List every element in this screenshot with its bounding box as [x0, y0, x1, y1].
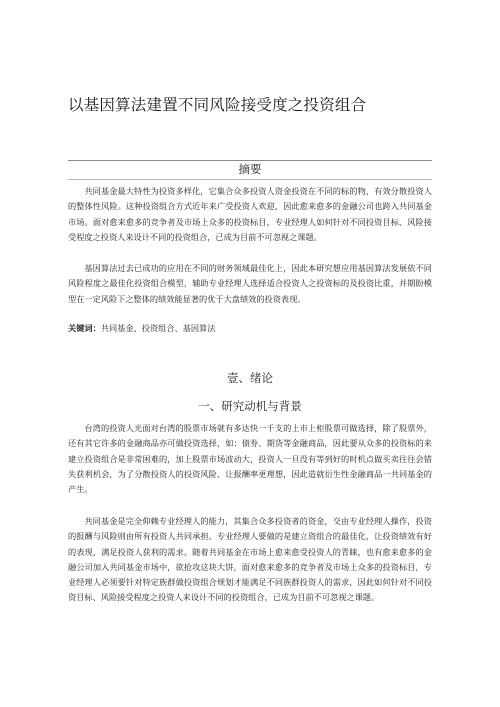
abstract-paragraph-2: 基因算法过去已成功的应用在不同的财务领域最佳化上，因此本研究想应用基因算法发展依不同风险程度之最佳化投资组合模型，辅助专业经理人选择适合投资人之投资标的及投资比重，并期盼模型在一定风险下之整体的绩效能显著的优于大盘绩效的投资表现。: [68, 263, 432, 304]
chapter-heading: 壹、绪论: [227, 371, 273, 385]
abstract-heading: 摘要: [238, 162, 262, 176]
keywords-line: [68, 321, 432, 336]
keywords-label: 关键词：: [68, 323, 101, 333]
keywords-text: 共同基金、投资组合、基因算法: [100, 323, 216, 333]
paper-title: 以基因算法建置不同风险接受度之投资组合: [68, 96, 367, 114]
section-heading: 一、研究动机与背景: [198, 399, 302, 413]
abstract-paragraph-1: 共同基金最大特性为投资多样化，它集合众多投资人资金投资在不同的标的物，有效分散投资人的整体性风险。这种投资组合方式近年来广受投资人欢迎，因此愈来愈多的金融公司也跨入共同基金市场。面对愈来愈多的竞争者及市场上众多的投资标目，专业经理人如何针对不同投资目标、风险接受程度之投资人来设计不同的投资组合，已成为目前不可忽视之课题。: [68, 186, 432, 242]
body-paragraph-2: 共同基金是完全仰赖专业经理人的能力，其集合众多投资者的资金，交由专业经理人操作，投资的报酬与风险则由所有投资人共同承担。专业经理人要做的是建立资组合的最佳化，让投资绩效有好的表现，满足投资人获利的需求。随着共同基金在市场上愈来愈受投资人的青睐，也有愈来愈多的金融公司加入共同基金市场中，欲抢攻这块大饼，面对愈来愈多的竞争者及市场上众多的投资标目，专业经理人必须要针对特定族群做投资组合规划才能满足不同族群投资人的需求，因此如何针对不同投资目标、风险接受程度之投资人来设计不同的投资组合，已成为目前不可忽视之课题。: [68, 516, 432, 603]
abstract-heading-rule: [68, 179, 432, 180]
body-paragraph-1: 台湾的投资人光面对台湾的股票市场就有多达快一千支的上市上柜股票可做选择，除了股票外，还有其它许多的金融商品亦可做投资选择，如：债券、期货等金融商品，因此要从众多的投资标的来建立投资组合是非常困难的，加上股票市场波动大，投资人一旦没有等到好的时机点做买卖往往会错失获利机会，为了分散投资人的投资风险、让报酬率更理想，因此造就衍生性金融商品一共同基金的产生。: [68, 423, 432, 495]
